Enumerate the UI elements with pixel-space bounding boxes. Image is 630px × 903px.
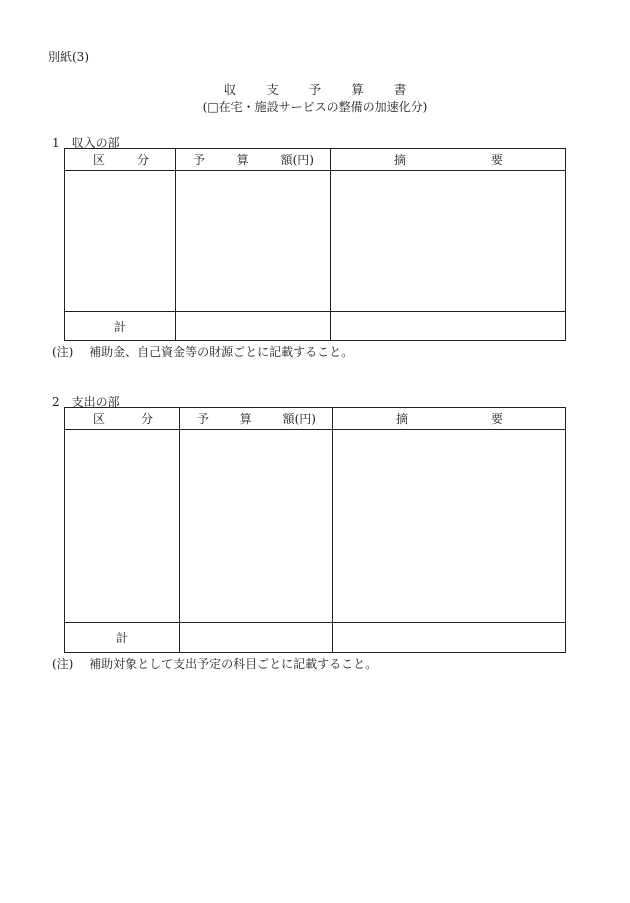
income-total-label: 計	[65, 312, 176, 341]
header-unit: (円)	[292, 153, 314, 167]
header-char: 区	[93, 412, 106, 426]
header-char: 区	[93, 153, 106, 167]
expenditure-header-row	[65, 408, 566, 430]
income-total-budget-cell[interactable]	[176, 312, 331, 341]
expenditure-header-category	[65, 408, 180, 430]
title-char: 予	[308, 82, 322, 97]
income-note: (注) 補助金、自己資金等の財源ごとに記載すること。	[52, 345, 354, 359]
expenditure-table	[64, 407, 566, 653]
header-char: 分	[140, 412, 153, 426]
title-char: 支	[266, 82, 279, 97]
income-body-row	[65, 171, 566, 312]
income-section-heading: 1 収入の部	[52, 136, 120, 150]
income-total-summary-cell[interactable]	[331, 312, 566, 341]
income-summary-cell[interactable]	[331, 171, 566, 312]
expenditure-note: (注) 補助対象として支出予定の科目ごとに記載すること。	[52, 657, 378, 671]
header-char: 摘	[394, 153, 407, 167]
header-char: 算	[239, 412, 252, 426]
header-char: 予	[193, 153, 206, 167]
expenditure-header-summary	[333, 408, 566, 430]
income-budget-cell[interactable]	[176, 171, 331, 312]
income-header-row	[65, 149, 566, 171]
expenditure-body-row	[65, 430, 566, 623]
income-header-budget	[176, 149, 331, 171]
document-subtitle: (□在宅・施設サービスの整備の加速化分)	[202, 100, 428, 114]
annex-label: 別紙(3)	[48, 50, 89, 64]
expenditure-total-summary-cell[interactable]	[333, 623, 566, 653]
header-char: 額	[280, 153, 293, 167]
expenditure-total-budget-cell[interactable]	[180, 623, 333, 653]
expenditure-total-label: 計	[65, 623, 180, 653]
header-char: 算	[236, 153, 249, 167]
expenditure-section-heading: 2 支出の部	[52, 395, 120, 409]
income-header-summary	[331, 149, 566, 171]
header-unit: (円)	[294, 412, 316, 426]
income-table	[64, 148, 566, 341]
header-char: 要	[490, 412, 503, 426]
title-char: 収	[223, 82, 237, 97]
expenditure-summary-cell[interactable]	[333, 430, 566, 623]
document-title	[0, 80, 630, 98]
expenditure-budget-cell[interactable]	[180, 430, 333, 623]
header-char: 分	[136, 153, 149, 167]
header-char: 摘	[396, 412, 409, 426]
header-char: 予	[197, 412, 210, 426]
expenditure-header-budget	[180, 408, 333, 430]
income-header-category	[65, 149, 176, 171]
title-char: 算	[351, 82, 364, 97]
expenditure-total-row	[65, 623, 566, 653]
title-char: 書	[393, 82, 407, 97]
header-char: 要	[490, 153, 503, 167]
income-total-row	[65, 312, 566, 341]
header-char: 額	[282, 412, 295, 426]
expenditure-category-cell[interactable]	[65, 430, 180, 623]
income-category-cell[interactable]	[65, 171, 176, 312]
